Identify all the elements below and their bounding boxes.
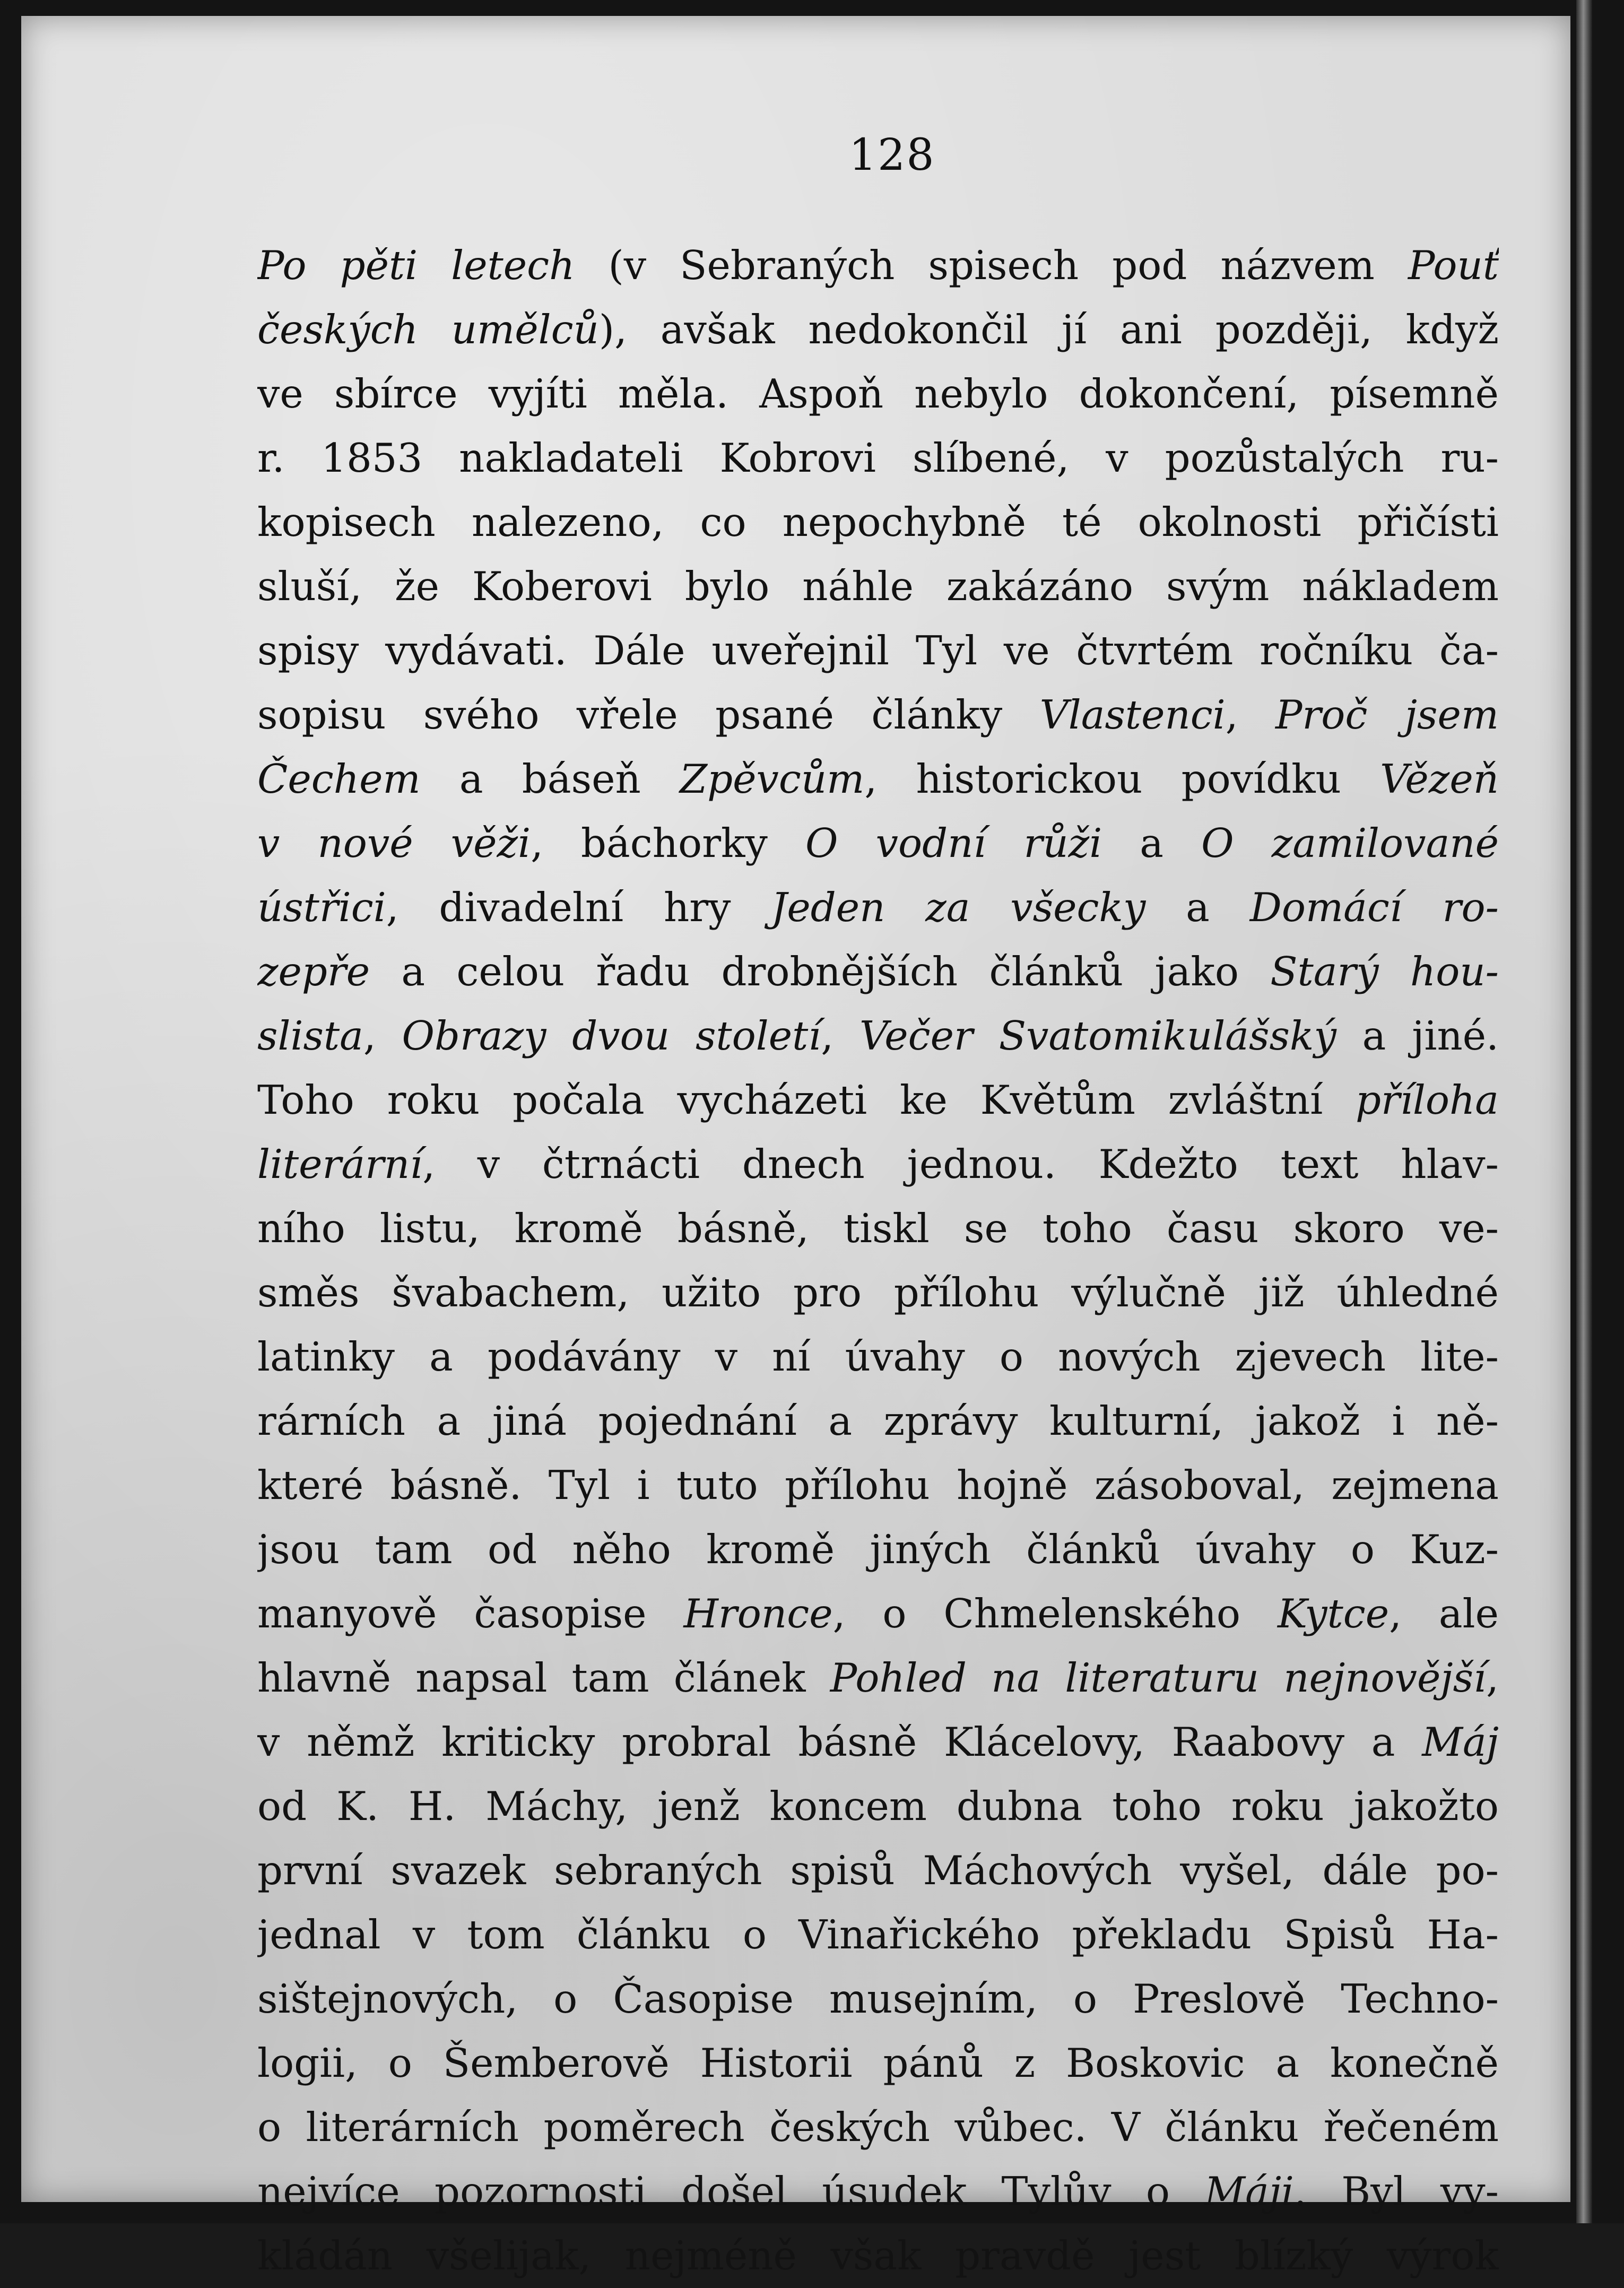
text-run: a: [1145, 884, 1250, 931]
text-run: ,: [1225, 691, 1275, 738]
text-run: jsou tam od něho kromě jiných článků úvahy o Kuz-: [257, 1526, 1499, 1573]
text-run: Toho roku počala vycházeti ke Květům zvláštní: [257, 1077, 1356, 1123]
text-run: kládán všelijak, nejméně však pravdě jest blízký výrok: [257, 2232, 1499, 2279]
italic-title: O vodní růži: [805, 820, 1102, 866]
text-run: nejvíce pozornosti došel úsudek Tylův o: [257, 2168, 1205, 2215]
text-line: [257, 811, 1499, 876]
italic-title: Kytce: [1278, 1590, 1389, 1637]
text-run: , ale: [1389, 1590, 1499, 1637]
text-line: [257, 2224, 1499, 2288]
text-run: a: [1102, 820, 1202, 866]
text-line: [257, 876, 1499, 940]
italic-title: Máji: [1204, 2168, 1295, 2215]
text-line: [257, 2160, 1499, 2224]
italic-title: Hronce: [683, 1590, 833, 1637]
text-run: ), avšak nedokončil jí ani později, když: [598, 306, 1499, 353]
text-line: [257, 1132, 1499, 1197]
text-line: [257, 1325, 1499, 1389]
italic-title: Vlastenci: [1039, 691, 1226, 738]
binding-edge: [1576, 0, 1592, 2223]
text-run: ního listu, kromě básně, tiskl se toho času skoro ve-: [257, 1205, 1499, 1252]
italic-title: Pouť: [1408, 242, 1499, 289]
text-run: a báseň: [420, 756, 680, 802]
text-run: logii, o Šemberově Historii pánů z Boskovic a konečně: [257, 2040, 1499, 2086]
text-run: , v čtrnácti dnech jednou. Kdežto text hlav-: [422, 1141, 1499, 1188]
text-run: v němž kriticky probral básně Klácelovy, Raabovy a: [257, 1719, 1422, 1765]
text-line: [257, 1839, 1499, 1903]
text-line: [257, 747, 1499, 811]
text-line: [257, 683, 1499, 747]
text-run: (v Sebraných spisech pod názvem: [575, 242, 1408, 289]
italic-title: literární: [257, 1141, 423, 1188]
italic-title: Máj: [1422, 1719, 1499, 1765]
text-line: [257, 2031, 1499, 2095]
italic-title: Čechem: [257, 756, 421, 802]
italic-title: ústřici: [257, 884, 386, 931]
italic-title: O zamilované: [1201, 820, 1499, 866]
text-line: [257, 1518, 1499, 1582]
page-number: 128: [849, 130, 935, 180]
text-run: manyově časopise: [257, 1590, 684, 1637]
text-run: latinky a podávány v ní úvahy o nových zjevech lite-: [257, 1333, 1499, 1380]
italic-title: v nové věži: [257, 820, 531, 866]
italic-title: Jeden za všecky: [771, 884, 1146, 931]
text-run: a jiné.: [1336, 1012, 1499, 1059]
text-line: [257, 1004, 1499, 1068]
text-line: [257, 1710, 1499, 1774]
text-run: ,: [821, 1012, 859, 1059]
italic-title: českých umělců: [257, 306, 599, 353]
text-run: první svazek sebraných spisů Máchových vyšel, dále po-: [257, 1847, 1499, 1894]
italic-title: Domácí ro-: [1249, 884, 1499, 931]
italic-title: Po pěti letech: [257, 242, 575, 289]
text-line: [257, 1774, 1499, 1839]
italic-title: Zpěvcům: [680, 756, 865, 802]
italic-title: Obrazy dvou století: [402, 1012, 821, 1059]
text-run: sištejnových, o Časopise musejním, o Preslově Techno-: [257, 1975, 1499, 2022]
text-run: . Byl vy-: [1294, 2168, 1499, 2215]
text-run: spisy vydávati. Dále uveřejnil Tyl ve čtvrtém ročníku ča-: [257, 627, 1499, 674]
italic-title: příloha: [1355, 1077, 1499, 1123]
text-line: [257, 490, 1499, 554]
text-line: [257, 1646, 1499, 1710]
text-run: , báchorky: [531, 820, 805, 866]
text-line: [257, 362, 1499, 426]
italic-title: Vězeň: [1380, 756, 1499, 802]
text-run: směs švabachem, užito pro přílohu výlučně již úhledné: [257, 1269, 1499, 1316]
text-run: rárních a jiná pojednání a zprávy kulturní, jakož i ně-: [257, 1398, 1499, 1444]
text-line: [257, 619, 1499, 683]
text-line: [257, 1582, 1499, 1646]
text-line: [257, 233, 1499, 298]
text-run: od K. H. Máchy, jenž koncem dubna toho roku jakožto: [257, 1783, 1499, 1830]
text-line: [257, 2095, 1499, 2160]
text-run: jednal v tom článku o Vinařického překladu Spisů Ha-: [257, 1911, 1499, 1958]
text-line: [257, 940, 1499, 1004]
text-run: sopisu svého vřele psané články: [257, 691, 1040, 738]
body-text: [257, 233, 1499, 2288]
italic-title: slista: [257, 1012, 363, 1059]
text-run: ,: [1486, 1654, 1499, 1701]
text-line: [257, 1453, 1499, 1518]
italic-title: Pohled na literaturu nejnovější: [830, 1654, 1487, 1701]
text-run: hlavně napsal tam článek: [257, 1654, 830, 1701]
text-line: [257, 1068, 1499, 1132]
text-run: sluší, že Koberovi bylo náhle zakázáno svým nákladem: [257, 563, 1499, 610]
text-run: které básně. Tyl i tuto přílohu hojně zásoboval, zejmena: [257, 1462, 1499, 1509]
text-run: , o Chmelenského: [832, 1590, 1278, 1637]
text-line: [257, 1389, 1499, 1453]
text-line: [257, 1197, 1499, 1261]
italic-title: Starý hou-: [1270, 948, 1499, 995]
text-run: o literárních poměrech českých vůbec. V článku řečeném: [257, 2104, 1499, 2151]
text-line: [257, 1967, 1499, 2031]
text-run: ,: [363, 1012, 402, 1059]
text-line: [257, 1903, 1499, 1967]
text-line: [257, 1261, 1499, 1325]
text-line: [257, 554, 1499, 619]
text-run: r. 1853 nakladateli Kobrovi slíbené, v pozůstalých ru-: [257, 435, 1499, 481]
text-run: kopisech nalezeno, co nepochybně té okolnosti přičísti: [257, 499, 1499, 545]
text-line: [257, 426, 1499, 490]
text-run: ve sbírce vyjíti měla. Aspoň nebylo dokončení, písemně: [257, 370, 1499, 417]
text-run: a celou řadu drobnějších článků jako: [370, 948, 1271, 995]
text-line: [257, 298, 1499, 362]
book-page: [21, 16, 1570, 2279]
italic-title: zepře: [257, 948, 370, 995]
text-run: , divadelní hry: [386, 884, 771, 931]
italic-title: Proč jsem: [1275, 691, 1499, 738]
text-run: , historickou povídku: [864, 756, 1380, 802]
italic-title: Večer Svatomikulášský: [859, 1012, 1336, 1059]
